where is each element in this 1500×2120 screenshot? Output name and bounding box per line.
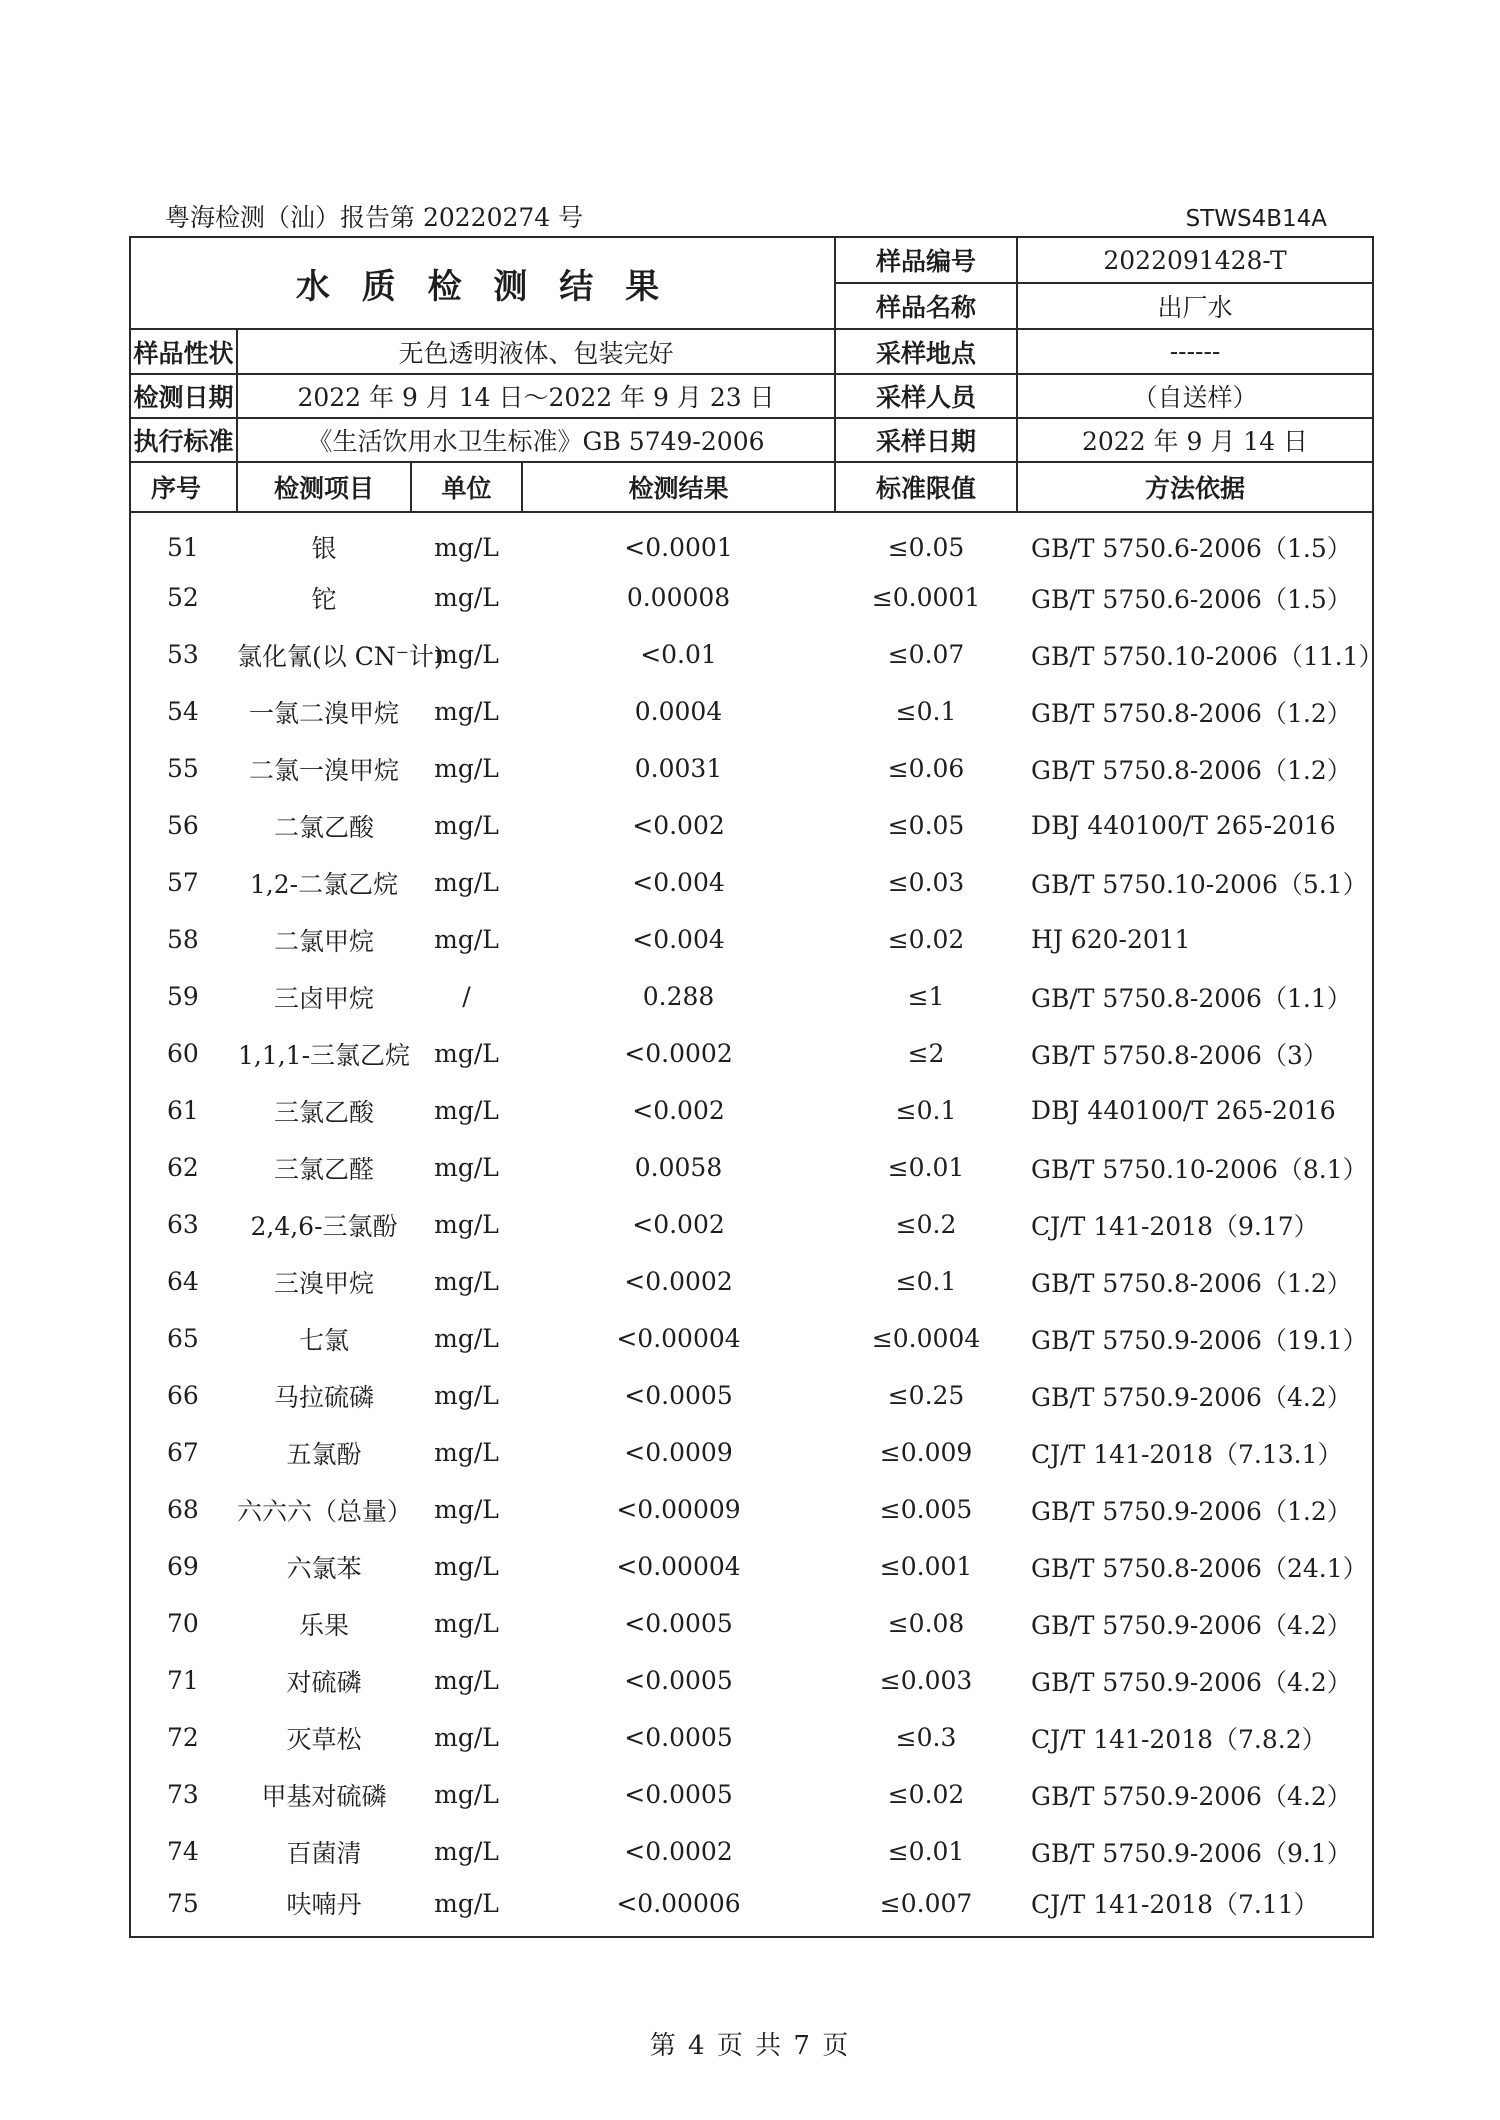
row-method: GB/T 5750.9-2006（19.1） bbox=[1017, 1310, 1373, 1367]
page-number: 第 4 页 共 7 页 bbox=[649, 2031, 851, 2061]
row-item: 三氯乙酸 bbox=[273, 1097, 374, 1127]
row-limit: ≤0.2 bbox=[895, 1210, 957, 1239]
row-result: <0.002 bbox=[632, 811, 725, 840]
row-unit: mg/L bbox=[434, 1039, 499, 1068]
sampling-date-value: 2022 年 9 月 14 日 bbox=[1017, 418, 1373, 462]
sample-no-label: 样品编号 bbox=[835, 237, 1017, 283]
row-seq: 66 bbox=[130, 1367, 237, 1424]
row-item: 乐果 bbox=[298, 1610, 349, 1640]
row-method: GB/T 5750.10-2006（5.1） bbox=[1017, 854, 1373, 911]
row-limit: ≤0.05 bbox=[887, 811, 965, 840]
row-method: CJ/T 141-2018（9.17） bbox=[1017, 1196, 1373, 1253]
column-header-item: 检测项目 bbox=[237, 462, 411, 512]
row-limit: ≤0.1 bbox=[895, 697, 957, 726]
row-seq: 71 bbox=[130, 1652, 237, 1709]
row-unit: mg/L bbox=[434, 1438, 499, 1467]
row-limit: ≤0.06 bbox=[887, 754, 965, 783]
row-seq: 56 bbox=[130, 797, 237, 854]
row-method: DBJ 440100/T 265-2016 bbox=[1017, 797, 1373, 854]
row-unit: mg/L bbox=[434, 1381, 499, 1410]
row-item: 七氯 bbox=[298, 1325, 349, 1355]
row-unit: mg/L bbox=[411, 1880, 522, 1937]
row-limit: ≤0.02 bbox=[887, 925, 965, 954]
column-header-limit: 标准限值 bbox=[835, 462, 1017, 512]
water-quality-report-table bbox=[129, 236, 1384, 1938]
row-seq: 73 bbox=[130, 1766, 237, 1823]
row-result: <0.0002 bbox=[624, 1837, 733, 1866]
row-unit: mg/L bbox=[434, 1324, 499, 1353]
row-limit: ≤2 bbox=[907, 1039, 945, 1068]
row-method: GB/T 5750.9-2006（4.2） bbox=[1017, 1766, 1373, 1823]
row-unit: mg/L bbox=[434, 811, 499, 840]
row-unit: mg/L bbox=[434, 640, 499, 669]
row-limit: ≤0.3 bbox=[895, 1723, 957, 1752]
column-header-result: 检测结果 bbox=[522, 462, 835, 512]
row-limit: ≤0.03 bbox=[887, 868, 965, 897]
row-limit: ≤0.08 bbox=[887, 1609, 965, 1638]
row-result: <0.00004 bbox=[616, 1552, 741, 1581]
row-result: <0.0005 bbox=[624, 1666, 733, 1695]
row-method: GB/T 5750.9-2006（4.2） bbox=[1017, 1367, 1373, 1424]
row-result: <0.01 bbox=[640, 640, 717, 669]
result-rows bbox=[130, 512, 1384, 1937]
row-result: <0.00006 bbox=[522, 1880, 835, 1937]
row-unit: mg/L bbox=[434, 754, 499, 783]
table-row bbox=[130, 1082, 1373, 1139]
table-row bbox=[130, 1766, 1373, 1823]
standard-label: 执行标准 bbox=[130, 418, 237, 462]
row-method: CJ/T 141-2018（7.11） bbox=[1017, 1880, 1373, 1937]
row-limit: ≤0.01 bbox=[887, 1837, 965, 1866]
row-seq: 55 bbox=[130, 740, 237, 797]
row-seq: 53 bbox=[130, 626, 237, 683]
table-row bbox=[130, 968, 1373, 1025]
row-unit: mg/L bbox=[434, 1723, 499, 1752]
table-row bbox=[130, 512, 1373, 569]
row-item: 甲基对硫磷 bbox=[261, 1781, 387, 1811]
table-row bbox=[130, 1310, 1373, 1367]
row-method: GB/T 5750.6-2006（1.5） bbox=[1017, 569, 1373, 626]
table-row bbox=[130, 626, 1373, 683]
test-date-value: 2022 年 9 月 14 日～2022 年 9 月 23 日 bbox=[237, 374, 835, 418]
row-item: 2,4,6-三氯酚 bbox=[250, 1211, 398, 1241]
row-item: 二氯乙酸 bbox=[273, 812, 374, 842]
row-result: 0.0031 bbox=[634, 754, 723, 783]
table-row bbox=[130, 1652, 1373, 1709]
sample-name-value: 出厂水 bbox=[1017, 283, 1373, 329]
row-limit: ≤0.1 bbox=[895, 1096, 957, 1125]
column-header-unit: 单位 bbox=[411, 462, 522, 512]
row-limit: ≤0.001 bbox=[879, 1552, 973, 1581]
row-result: <0.0009 bbox=[624, 1438, 733, 1467]
table-row bbox=[130, 1595, 1373, 1652]
row-limit: ≤0.07 bbox=[887, 640, 965, 669]
row-item: 三氯乙醛 bbox=[273, 1154, 374, 1184]
row-result: <0.0005 bbox=[624, 1381, 733, 1410]
row-limit: ≤0.003 bbox=[879, 1666, 973, 1695]
table-row bbox=[130, 740, 1373, 797]
table-row bbox=[130, 683, 1373, 740]
row-limit: ≤0.0001 bbox=[871, 583, 981, 612]
row-result: 0.00008 bbox=[626, 583, 731, 612]
table-row bbox=[130, 1367, 1373, 1424]
row-seq: 57 bbox=[130, 854, 237, 911]
row-method: CJ/T 141-2018（7.8.2） bbox=[1017, 1709, 1373, 1766]
row-method: GB/T 5750.8-2006（1.1） bbox=[1017, 968, 1373, 1025]
table-row bbox=[130, 1196, 1373, 1253]
row-limit: ≤0.1 bbox=[895, 1267, 957, 1296]
row-seq: 72 bbox=[130, 1709, 237, 1766]
column-header-row bbox=[130, 462, 1373, 512]
row-seq: 61 bbox=[130, 1082, 237, 1139]
row-item: 氯化氰(以 CN⁻计) bbox=[237, 641, 444, 671]
row-seq: 75 bbox=[130, 1880, 237, 1937]
row-seq: 60 bbox=[130, 1025, 237, 1082]
row-method: GB/T 5750.8-2006（24.1） bbox=[1017, 1538, 1373, 1595]
row-result: 0.0004 bbox=[634, 697, 723, 726]
row-item: 灭草松 bbox=[286, 1724, 362, 1754]
row-item: 对硫磷 bbox=[286, 1667, 362, 1697]
row-unit: mg/L bbox=[434, 1609, 499, 1638]
row-limit: ≤0.25 bbox=[887, 1381, 965, 1410]
row-result: <0.0001 bbox=[624, 532, 733, 562]
column-header-method: 方法依据 bbox=[1017, 462, 1373, 512]
table-row bbox=[130, 797, 1373, 854]
report-title: 水 质 检 测 结 果 bbox=[130, 237, 835, 329]
row-method: GB/T 5750.9-2006（9.1） bbox=[1017, 1823, 1373, 1880]
row-method: CJ/T 141-2018（7.13.1） bbox=[1017, 1424, 1373, 1481]
row-seq: 59 bbox=[130, 968, 237, 1025]
row-seq: 74 bbox=[130, 1823, 237, 1880]
row-method: GB/T 5750.10-2006（11.1） bbox=[1017, 626, 1373, 683]
row-result: <0.0005 bbox=[624, 1723, 733, 1752]
row-result: <0.0005 bbox=[624, 1609, 733, 1638]
row-seq: 68 bbox=[130, 1481, 237, 1538]
row-limit: ≤0.02 bbox=[887, 1780, 965, 1809]
row-seq: 69 bbox=[130, 1538, 237, 1595]
row-limit: ≤0.01 bbox=[887, 1153, 965, 1182]
table-row bbox=[130, 1481, 1373, 1538]
row-result: <0.0005 bbox=[624, 1780, 733, 1809]
row-unit: mg/L bbox=[434, 925, 499, 954]
row-seq: 52 bbox=[130, 569, 237, 626]
table-row bbox=[130, 911, 1373, 968]
table-row bbox=[130, 1253, 1373, 1310]
table-row bbox=[130, 1880, 1373, 1937]
sampler-label: 采样人员 bbox=[835, 374, 1017, 418]
row-method: GB/T 5750.9-2006（1.2） bbox=[1017, 1481, 1373, 1538]
row-result: <0.002 bbox=[632, 1210, 725, 1239]
row-seq: 51 bbox=[130, 512, 237, 569]
sampling-location-label: 采样地点 bbox=[835, 329, 1017, 374]
row-result: <0.004 bbox=[632, 868, 725, 897]
row-seq: 70 bbox=[130, 1595, 237, 1652]
row-method: GB/T 5750.8-2006（1.2） bbox=[1017, 683, 1373, 740]
table-row bbox=[130, 854, 1373, 911]
sampler-value: （自送样） bbox=[1017, 374, 1373, 418]
row-unit: mg/L bbox=[434, 1666, 499, 1695]
row-item: 百菌清 bbox=[286, 1838, 362, 1868]
row-result: <0.0002 bbox=[624, 1267, 733, 1296]
row-seq: 54 bbox=[130, 683, 237, 740]
column-header-seq: 序号 bbox=[130, 462, 237, 512]
row-seq: 58 bbox=[130, 911, 237, 968]
row-unit: mg/L bbox=[434, 1210, 499, 1239]
sampling-location-value: ------ bbox=[1017, 329, 1373, 374]
row-unit: mg/L bbox=[434, 1096, 499, 1125]
row-item: 马拉硫磷 bbox=[273, 1382, 374, 1412]
sample-nature-label: 样品性状 bbox=[130, 329, 237, 374]
row-item: 五氯酚 bbox=[286, 1439, 362, 1469]
row-result: 0.0058 bbox=[634, 1153, 723, 1182]
row-item: 二氯一溴甲烷 bbox=[248, 755, 399, 785]
row-item: 1,1,1-三氯乙烷 bbox=[237, 1040, 411, 1070]
row-result: <0.00009 bbox=[616, 1495, 741, 1524]
row-item: 六氯苯 bbox=[286, 1553, 362, 1583]
row-method: GB/T 5750.10-2006（8.1） bbox=[1017, 1139, 1373, 1196]
sample-name-label: 样品名称 bbox=[835, 283, 1017, 329]
table-row bbox=[130, 1424, 1373, 1481]
row-limit: ≤0.007 bbox=[835, 1880, 1017, 1937]
row-seq: 62 bbox=[130, 1139, 237, 1196]
row-seq: 63 bbox=[130, 1196, 237, 1253]
row-method: HJ 620-2011 bbox=[1017, 911, 1373, 968]
row-limit: ≤0.009 bbox=[879, 1438, 973, 1467]
row-unit: mg/L bbox=[434, 868, 499, 897]
row-seq: 65 bbox=[130, 1310, 237, 1367]
table-row bbox=[130, 1823, 1373, 1880]
row-method: GB/T 5750.9-2006（4.2） bbox=[1017, 1595, 1373, 1652]
table-row bbox=[130, 1709, 1373, 1766]
report-number: 粤海检测（汕）报告第 20220274 号 bbox=[165, 203, 584, 232]
row-unit: mg/L bbox=[434, 1495, 499, 1524]
table-row bbox=[130, 1025, 1373, 1082]
row-item: 银 bbox=[311, 534, 337, 563]
row-limit: ≤0.05 bbox=[887, 532, 965, 562]
row-item: 三卤甲烷 bbox=[273, 983, 374, 1013]
row-method: GB/T 5750.8-2006（1.2） bbox=[1017, 740, 1373, 797]
row-item: 呋喃丹 bbox=[237, 1880, 411, 1937]
row-method: GB/T 5750.8-2006（1.2） bbox=[1017, 1253, 1373, 1310]
table-row bbox=[130, 1139, 1373, 1196]
report-header bbox=[165, 198, 1327, 234]
row-unit: / bbox=[462, 982, 471, 1011]
row-unit: mg/L bbox=[434, 1267, 499, 1296]
row-unit: mg/L bbox=[434, 1780, 499, 1809]
row-item: 铊 bbox=[311, 584, 337, 614]
row-limit: ≤0.0004 bbox=[871, 1324, 981, 1353]
sample-nature-value: 无色透明液体、包装完好 bbox=[237, 329, 835, 374]
row-method: GB/T 5750.9-2006（4.2） bbox=[1017, 1652, 1373, 1709]
row-seq: 64 bbox=[130, 1253, 237, 1310]
row-unit: mg/L bbox=[434, 1552, 499, 1581]
row-result: <0.002 bbox=[632, 1096, 725, 1125]
row-unit: mg/L bbox=[434, 1837, 499, 1866]
row-item: 三溴甲烷 bbox=[273, 1268, 374, 1298]
row-method: GB/T 5750.6-2006（1.5） bbox=[1017, 512, 1373, 569]
row-item: 1,2-二氯乙烷 bbox=[249, 869, 399, 899]
standard-value: 《生活饮用水卫生标准》GB 5749-2006 bbox=[237, 418, 835, 462]
row-limit: ≤0.005 bbox=[879, 1495, 973, 1524]
table-row bbox=[130, 569, 1373, 626]
row-item: 一氯二溴甲烷 bbox=[248, 698, 399, 728]
test-date-label: 检测日期 bbox=[130, 374, 237, 418]
row-result: <0.0002 bbox=[624, 1039, 733, 1068]
sampling-date-label: 采样日期 bbox=[835, 418, 1017, 462]
row-unit: mg/L bbox=[434, 697, 499, 726]
row-result: 0.288 bbox=[642, 982, 715, 1011]
row-method: DBJ 440100/T 265-2016 bbox=[1017, 1082, 1373, 1139]
row-unit: mg/L bbox=[434, 532, 499, 562]
sample-no-value: 2022091428-T bbox=[1017, 237, 1373, 283]
row-unit: mg/L bbox=[434, 1153, 499, 1182]
table-row bbox=[130, 1538, 1373, 1595]
row-seq: 67 bbox=[130, 1424, 237, 1481]
row-result: <0.00004 bbox=[616, 1324, 741, 1353]
row-item: 六六六（总量） bbox=[237, 1496, 413, 1526]
row-item: 二氯甲烷 bbox=[273, 926, 374, 956]
document-code: STWS4B14A bbox=[1185, 206, 1327, 232]
info-section bbox=[130, 237, 1373, 512]
row-limit: ≤1 bbox=[907, 982, 945, 1011]
row-unit: mg/L bbox=[434, 583, 499, 612]
row-result: <0.004 bbox=[632, 925, 725, 954]
row-method: GB/T 5750.8-2006（3） bbox=[1017, 1025, 1373, 1082]
